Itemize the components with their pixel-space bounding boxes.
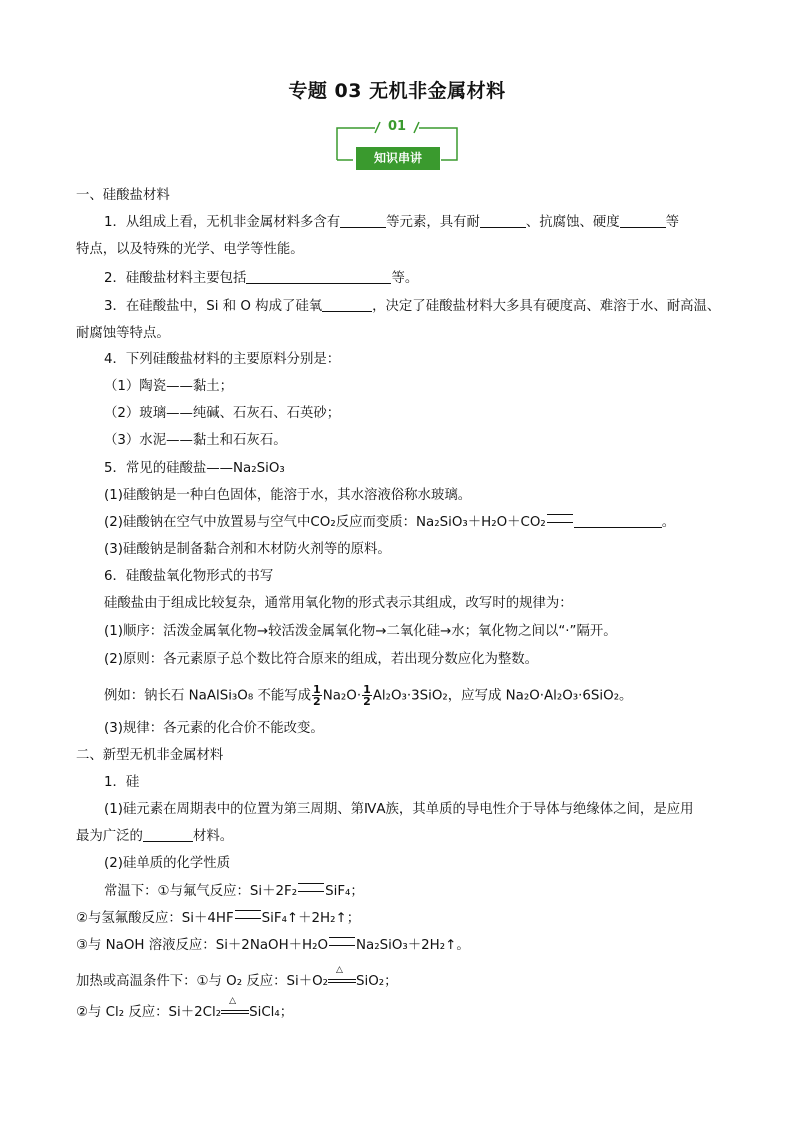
page-title: 专题 03 无机非金属材料 xyxy=(288,80,506,102)
fill-blank[interactable] xyxy=(143,828,193,842)
paragraph-6e: (3)规律：各元素的化合价不能改变。 xyxy=(104,721,324,736)
reaction-hf: ②与氢氟酸反应：Si＋4HF SiF₄↑＋2H₂↑； xyxy=(76,911,361,926)
reaction-oxygen: 加热或高温条件下：①与 O₂ 反应：Si＋O₂ △ SiO₂； xyxy=(76,965,398,989)
paragraph-4c: （3）水泥——黏土和石灰石。 xyxy=(104,433,287,448)
paragraph-3b: 耐腐蚀等特点。 xyxy=(76,326,170,341)
badge-number: 01 xyxy=(387,119,407,134)
fill-blank[interactable] xyxy=(480,214,526,228)
paragraph-5: 5．常见的硅酸盐——Na₂SiO₃ xyxy=(104,461,285,476)
paragraph-6c: (2)原则：各元素原子总个数比符合原来的组成，若出现分数应化为整数。 xyxy=(104,652,539,667)
fill-blank[interactable] xyxy=(620,214,666,228)
reaction-naoh: ③与 NaOH 溶液反应：Si＋2NaOH＋H₂O Na₂SiO₃＋2H₂↑。 xyxy=(76,938,470,953)
paragraph-2: 2．硅酸盐材料主要包括 等。 xyxy=(104,271,419,286)
paragraph-6a: 硅酸盐由于组成比较复杂，通常用氧化物的形式表示其组成，改写时的规律为： xyxy=(104,596,573,611)
paragraph-3a: 3．在硅酸盐中，Si 和 O 构成了硅氧 ，决定了硅酸盐材料大多具有硬度高、难溶于水、耐高温、 xyxy=(104,299,721,314)
fill-blank[interactable] xyxy=(322,298,372,312)
section-heading-1: 一、硅酸盐材料 xyxy=(76,188,170,203)
heat-condition: △ xyxy=(328,972,356,986)
heat-condition: △ xyxy=(221,1003,249,1017)
paragraph-6d: 例如：钠长石 NaAlSi₃O₈ 不能写成 $\frac{1}{2}$ Na₂O· $\frac{1}{2}$ Al₂O₃·3SiO₂，应写成 Na₂O·Al₂O₃·6SiO₂。 xyxy=(104,683,633,708)
fill-blank[interactable] xyxy=(340,214,386,228)
paragraph-4a: （1）陶瓷——黏土； xyxy=(104,379,234,394)
paragraph-4: 4．下列硅酸盐材料的主要原料分别是： xyxy=(104,352,341,367)
section-heading-2: 二、新型无机非金属材料 xyxy=(76,748,224,763)
paragraph-4b: （2）玻璃——纯碱、石灰石、石英砂； xyxy=(104,406,341,421)
paragraph-6b: (1)顺序：活泼金属氧化物→较活泼金属氧化物→二氧化硅→水；氧化物之间以“·”隔开。 xyxy=(104,624,617,639)
badge-label: 知识串讲 xyxy=(356,147,440,170)
paragraph-5a: (1)硅酸钠是一种白色固体，能溶于水，其水溶液俗称水玻璃。 xyxy=(104,488,472,503)
equals-sign xyxy=(329,937,355,946)
paragraph-5c: (3)硅酸钠是制备黏合剂和木材防火剂等的原料。 xyxy=(104,542,391,557)
equals-sign xyxy=(547,514,573,523)
reaction-fluorine: 常温下：①与氟气反应：Si＋2F₂ SiF₄； xyxy=(104,884,364,899)
paragraph-1b: 特点，以及特殊的光学、电学等性能。 xyxy=(76,242,304,257)
paragraph-5b: (2)硅酸钠在空气中放置易与空气中CO₂反应而变质：Na₂SiO₃＋H₂O＋CO₂ 。 xyxy=(104,515,676,530)
reaction-chlorine: ②与 Cl₂ 反应：Si＋2Cl₂ △ SiCl₄； xyxy=(76,996,294,1020)
paragraph-1a: 1．从组成上看，无机非金属材料多含有 等元素，具有耐 、抗腐蚀、硬度 等 xyxy=(104,215,680,230)
fill-blank[interactable] xyxy=(246,270,391,284)
paragraph-q1: 1．硅 xyxy=(104,775,140,790)
paragraph-q1b: 最为广泛的 材料。 xyxy=(76,829,234,844)
fill-blank[interactable] xyxy=(574,514,662,528)
fraction: $\frac{1}{2}$ xyxy=(313,683,321,708)
paragraph-q1c: (2)硅单质的化学性质 xyxy=(104,856,231,871)
paragraph-q1a: (1)硅元素在周期表中的位置为第三周期、第ⅣA族，其单质的导电性介于导体与绝缘体之间，是应用 xyxy=(104,802,694,817)
fraction: $\frac{1}{2}$ xyxy=(363,683,371,708)
equals-sign xyxy=(298,883,324,892)
equals-sign xyxy=(235,910,261,919)
paragraph-6: 6．硅酸盐氧化物形式的书写 xyxy=(104,569,274,584)
